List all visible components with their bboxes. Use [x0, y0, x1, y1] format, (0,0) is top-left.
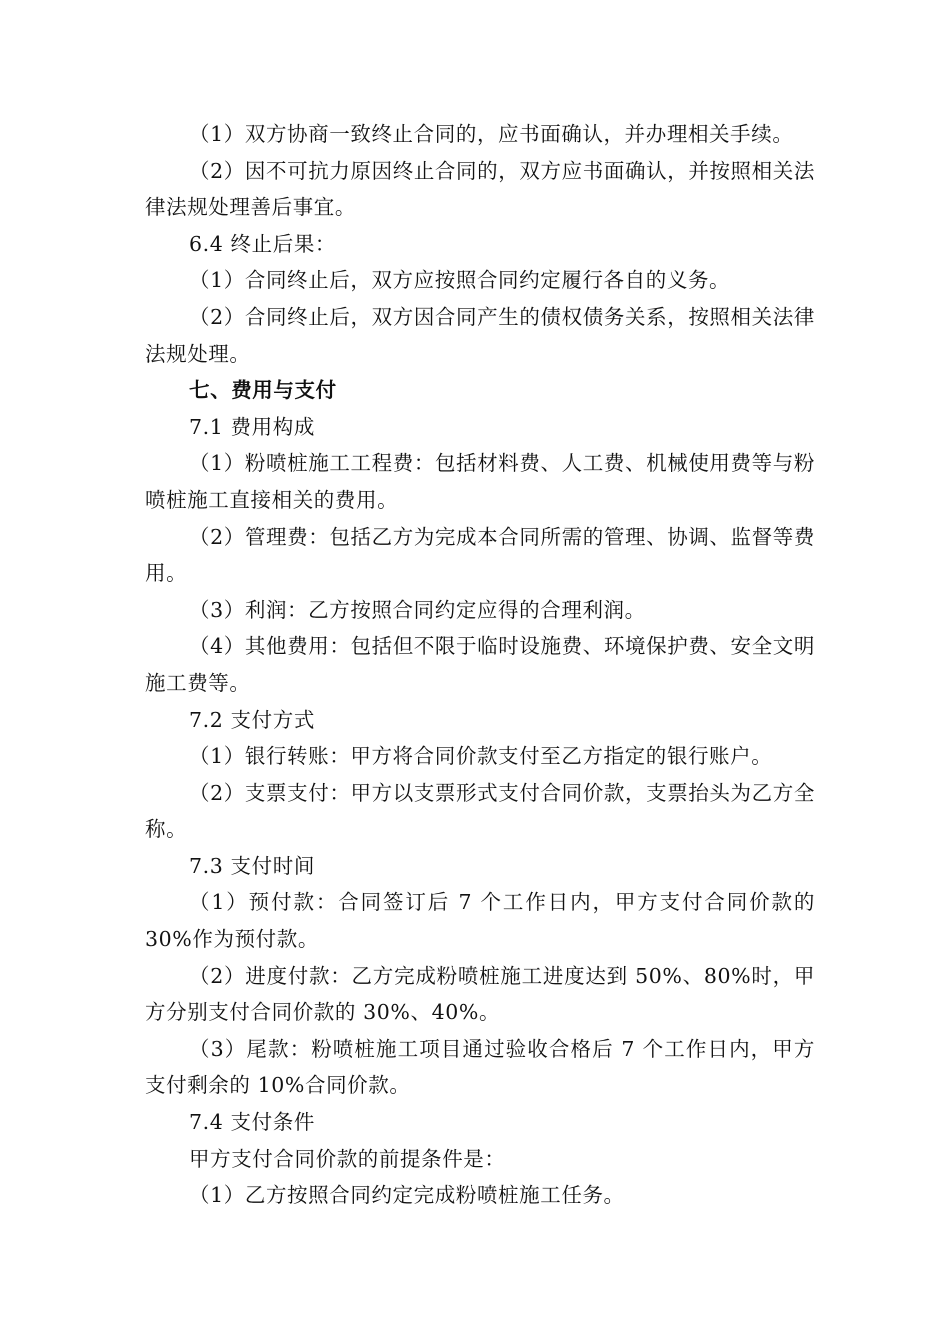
- section-heading-7-3: 7.3 支付时间: [189, 853, 315, 878]
- section-heading-6-4: 6.4 终止后果：: [189, 231, 337, 256]
- paragraph-payment-bank-transfer: （1）银行转账：甲方将合同价款支付至乙方指定的银行账户。: [189, 744, 773, 769]
- chapter-heading-7: 七、费用与支付: [189, 378, 337, 403]
- paragraph-time-final: （3）尾款：粉喷桩施工项目通过验收合格后 7 个工作日内，甲方支付剩余的 10%合同价款。: [145, 1036, 815, 1098]
- section-heading-7-4: 7.4 支付条件: [189, 1110, 315, 1135]
- paragraph-cost-management: （2）管理费：包括乙方为完成本合同所需的管理、协调、监督等费用。: [145, 524, 815, 586]
- section-heading-7-2: 7.2 支付方式: [189, 707, 315, 732]
- paragraph-payment-cheque: （2）支票支付：甲方以支票形式支付合同价款，支票抬头为乙方全称。: [145, 780, 815, 842]
- paragraph-termination-mutual: （1）双方协商一致终止合同的，应书面确认，并办理相关手续。: [189, 122, 794, 146]
- paragraph-consequence-debts: （2）合同终止后，双方因合同产生的债权债务关系，按照相关法律法规处理。: [145, 304, 815, 366]
- paragraph-time-progress: （2）进度付款：乙方完成粉喷桩施工进度达到 50%、80%时，甲方分别支付合同价款的 30%、40%。: [145, 963, 815, 1025]
- paragraph-cost-profit: （3）利润：乙方按照合同约定应得的合理利润。: [189, 597, 646, 622]
- paragraph-cost-other: （4）其他费用：包括但不限于临时设施费、环境保护费、安全文明施工费等。: [145, 634, 815, 695]
- paragraph-consequence-obligations: （1）合同终止后，双方应按照合同约定履行各自的义务。: [189, 268, 731, 293]
- paragraph-time-advance: （1）预付款：合同签订后 7 个工作日内，甲方支付合同价款的30%作为预付款。: [145, 890, 815, 952]
- section-heading-7-1: 7.1 费用构成: [189, 414, 315, 439]
- paragraph-cost-construction: （1）粉喷桩施工工程费：包括材料费、人工费、机械使用费等与粉喷桩施工直接相关的费用。: [145, 451, 815, 512]
- document-body: [145, 116, 815, 1214]
- paragraph-condition-1: （1）乙方按照合同约定完成粉喷桩施工任务。: [189, 1183, 625, 1208]
- paragraph-condition-intro: 甲方支付合同价款的前提条件是：: [189, 1146, 506, 1171]
- paragraph-termination-force-majeure: （2）因不可抗力原因终止合同的，双方应书面确认，并按照相关法律法规处理善后事宜。: [145, 158, 815, 220]
